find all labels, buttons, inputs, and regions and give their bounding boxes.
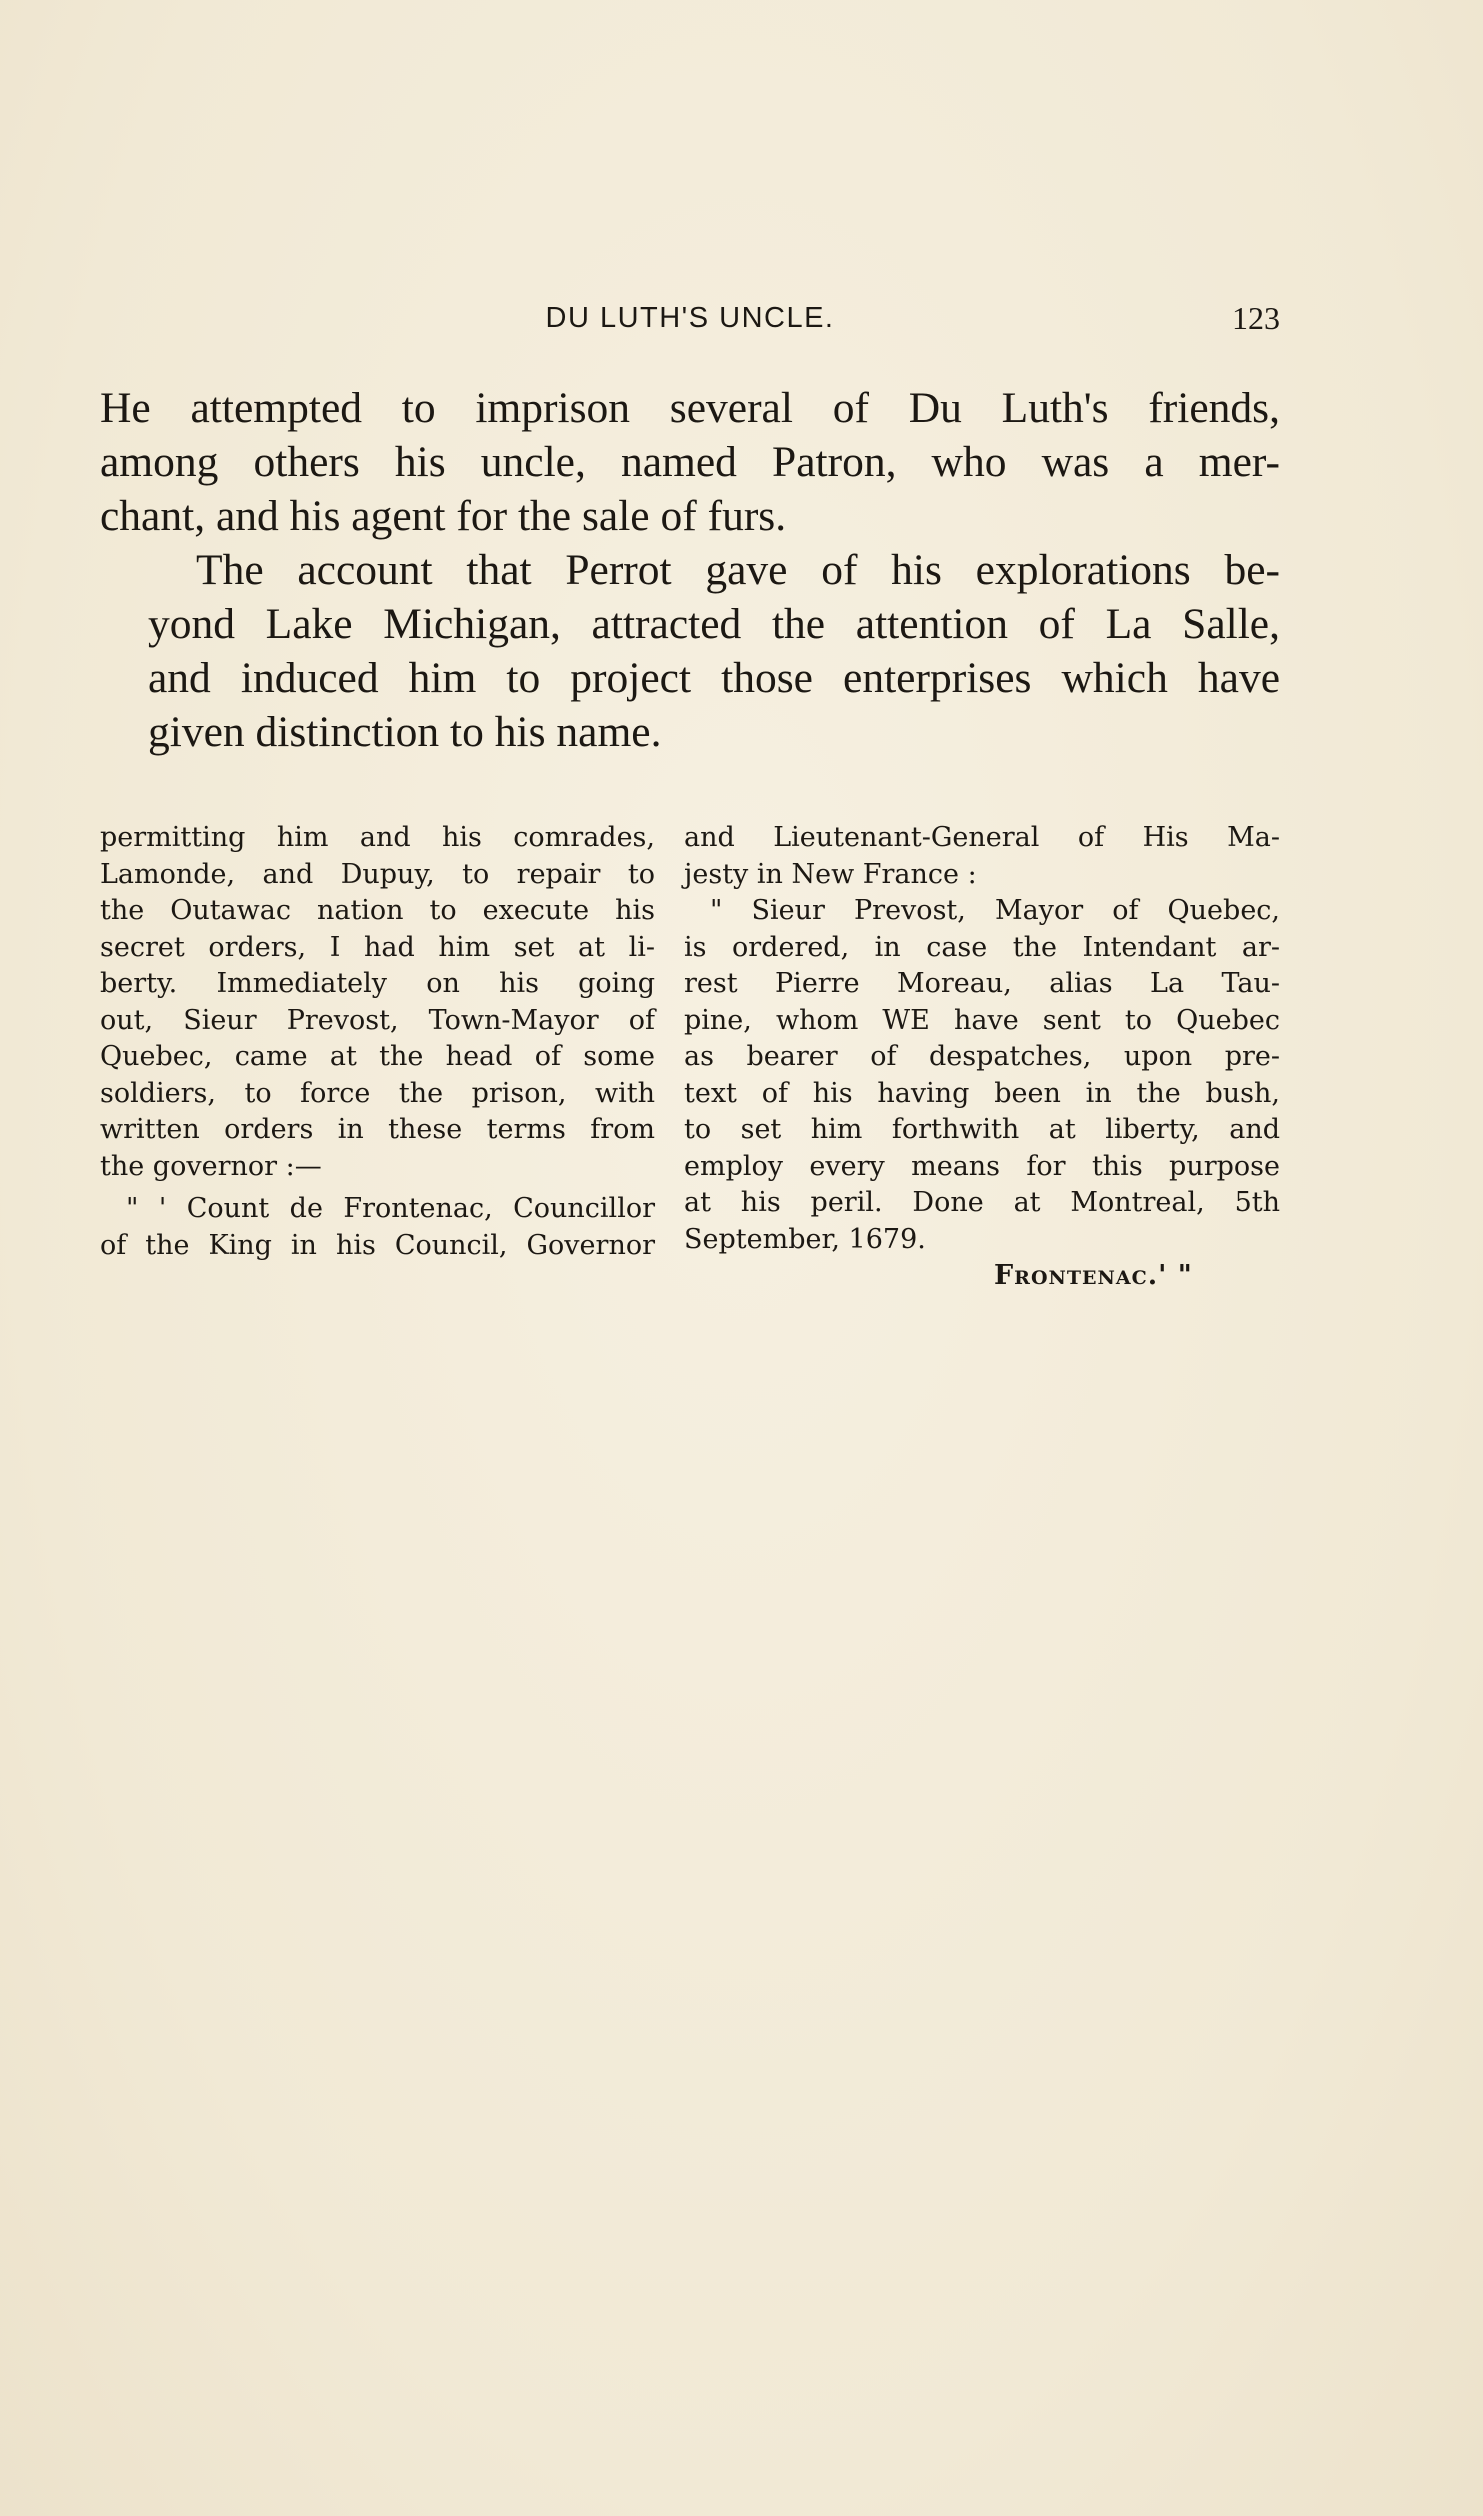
footnote-line: Lamonde, and Dupuy, to repair to bbox=[100, 858, 655, 890]
footnote-line: " ' Count de Frontenac, Councillor bbox=[126, 1193, 655, 1224]
footnote-paragraph bbox=[684, 893, 1280, 1258]
main-paragraph-1 bbox=[100, 381, 1280, 543]
footnote-paragraph bbox=[100, 820, 655, 1185]
footnote-line: secret orders, I had him set at li- bbox=[100, 931, 655, 963]
footnote-line: to set him forthwith at liberty, and bbox=[684, 1114, 1280, 1145]
footnote-line: employ every means for this purpose bbox=[684, 1150, 1280, 1182]
footnote-line: pine, whom WE have sent to Quebec bbox=[684, 1004, 1280, 1036]
footnote-line: is ordered, in case the Intendant ar- bbox=[684, 931, 1280, 963]
footnote-line: permitting him and his comrades, bbox=[100, 822, 655, 853]
footnote-line: as bearer of despatches, upon pre- bbox=[684, 1041, 1280, 1072]
footnote-line: written orders in these terms from bbox=[100, 1114, 655, 1145]
footnote-line: at his peril. Done at Montreal, 5th bbox=[684, 1187, 1280, 1218]
footnote-line: soldiers, to force the prison, with bbox=[100, 1077, 655, 1109]
footnote-line: rest Pierre Moreau, alias La Tau- bbox=[684, 968, 1280, 999]
footnote-line: of the King in his Council, Governor bbox=[100, 1229, 655, 1261]
footnote-line: September, 1679. bbox=[684, 1223, 926, 1255]
text-line: yond Lake Michigan, attracted the attention of La Salle, bbox=[148, 600, 1280, 648]
footnote-paragraph bbox=[684, 1258, 1280, 1295]
footnote-paragraph bbox=[100, 1191, 655, 1264]
footnote-paragraph bbox=[684, 820, 1280, 893]
text-line: among others his uncle, named Patron, who was a mer- bbox=[100, 438, 1280, 486]
main-paragraph-2 bbox=[100, 543, 1280, 759]
text-line: chant, and his agent for the sale of furs. bbox=[100, 492, 787, 540]
text-line: He attempted to imprison several of Du Luth's friends, bbox=[100, 384, 1280, 432]
main-text bbox=[100, 381, 1280, 759]
footnote-line: and Lieutenant-General of His Ma- bbox=[684, 822, 1280, 853]
footnote-line: jesty in New France : bbox=[684, 858, 977, 890]
footnote-line: berty. Immediately on his going bbox=[100, 968, 655, 999]
footnote-line: the Outawac nation to execute his bbox=[100, 895, 655, 926]
footnote-left-column bbox=[100, 820, 655, 1264]
footnote-line: " Sieur Prevost, Mayor of Quebec, bbox=[710, 895, 1280, 926]
footnote-line: Quebec, came at the head of some bbox=[100, 1041, 655, 1072]
footnote-line: the governor :— bbox=[100, 1150, 322, 1182]
running-head bbox=[100, 298, 1280, 338]
signature: Frontenac.' " bbox=[994, 1260, 1193, 1291]
footnote-line: out, Sieur Prevost, Town-Mayor of bbox=[100, 1004, 655, 1036]
page-number: 123 bbox=[1232, 300, 1280, 336]
text-line: given distinction to his name. bbox=[148, 708, 662, 756]
footnote-line: text of his having been in the bush, bbox=[684, 1077, 1280, 1109]
text-line: and induced him to project those enterprises which have bbox=[148, 654, 1280, 702]
running-title: DU LUTH'S UNCLE. bbox=[545, 302, 835, 334]
text-line: The account that Perrot gave of his explorations be- bbox=[196, 546, 1280, 594]
footnote-right-column bbox=[684, 820, 1280, 1295]
